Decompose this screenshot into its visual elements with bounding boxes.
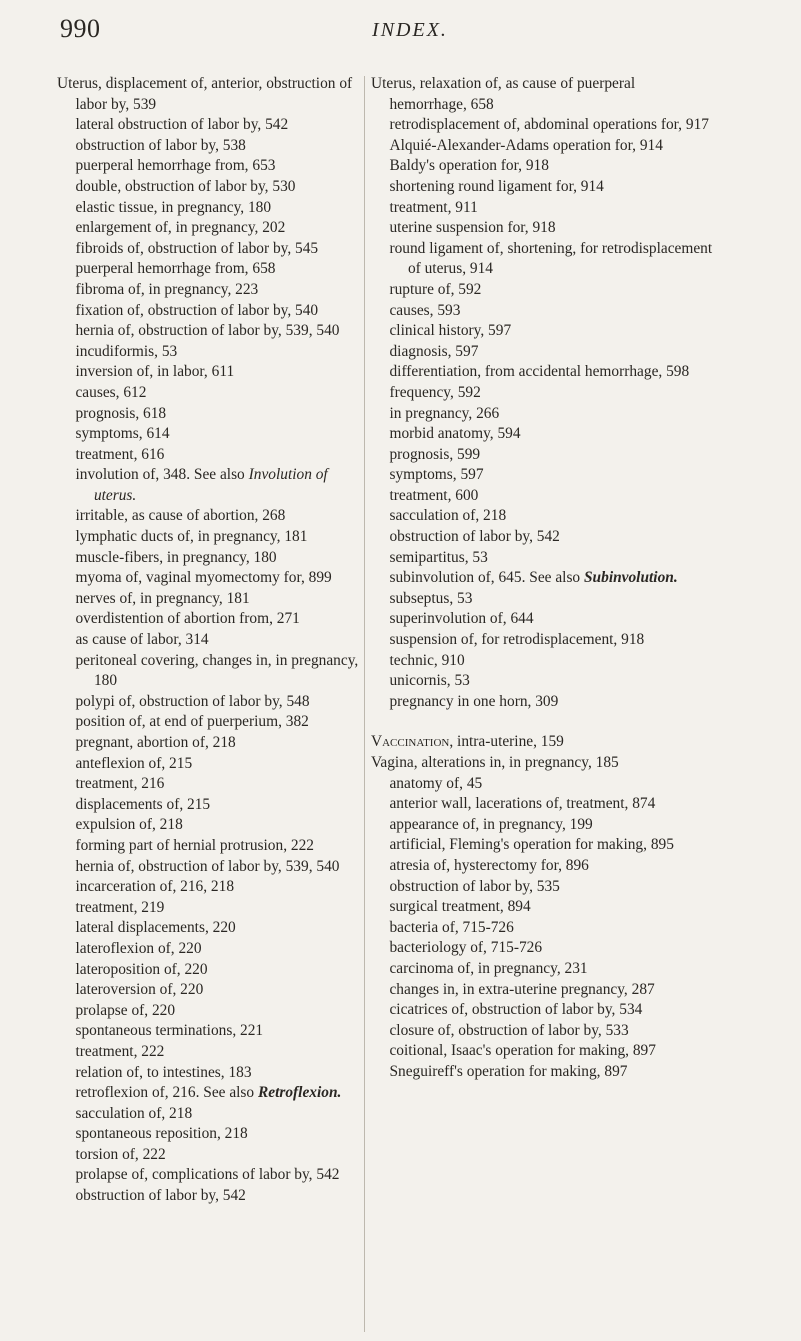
index-subentry: forming part of hernial protrusion, 222	[75, 836, 314, 854]
index-subentry: pregnant, abortion of, 218	[75, 734, 236, 751]
index-subentry: frequency, 592	[389, 383, 481, 401]
entry-text: involution of, 348. See also	[75, 466, 245, 484]
index-subentry: obstruction of labor by, 542	[389, 528, 560, 546]
index-subentry: peritoneal covering, changes in, in pregnancy, 180	[75, 651, 359, 690]
index-subentry: lymphatic ducts of, in pregnancy, 181	[75, 528, 308, 546]
index-subentry: overdistention of abortion from, 271	[75, 610, 300, 628]
index-subentry: causes, 612	[75, 383, 147, 401]
index-subentry: shortening round ligament for, 914	[389, 177, 604, 195]
index-subentry: enlargement of, in pregnancy, 202	[75, 219, 286, 237]
index-subentry: treatment, 600	[389, 486, 479, 504]
index-subentry: causes, 593	[389, 301, 461, 319]
entry-text: , intra-uterine, 159	[449, 733, 564, 751]
index-subentry: obstruction of labor by, 538	[75, 136, 246, 154]
index-subentry: lateral displacements, 220	[75, 919, 236, 937]
index-subentry: pregnancy in one horn, 309	[389, 692, 559, 710]
section-gap	[371, 712, 716, 732]
index-subentry: incarceration of, 216, 218	[75, 878, 235, 896]
index-subentry: round ligament of, shortening, for retrodisplacement of uterus, 914	[389, 239, 713, 278]
index-subentry: hernia of, obstruction of labor by, 539, 540	[75, 322, 340, 340]
index-entry: Uterus, relaxation of, as cause of puerperal hemorrhage, 658	[371, 75, 636, 113]
index-subentry: treatment, 911	[389, 198, 478, 216]
index-subentry: carcinoma of, in pregnancy, 231	[389, 959, 588, 977]
index-subentry: position of, at end of puerperium, 382	[75, 713, 309, 731]
index-subentry: treatment, 222	[75, 1042, 165, 1060]
index-entry: Uterus, displacement of, anterior, obstruction of labor by, 539	[57, 75, 353, 113]
index-subentry: treatment, 616	[75, 445, 165, 463]
index-subentry: superinvolution of, 644	[389, 610, 534, 628]
index-subentry: hernia of, obstruction of labor by, 539, 540	[75, 857, 340, 875]
index-entry	[371, 732, 716, 753]
index-subentry	[389, 568, 716, 589]
index-subentry: obstruction of labor by, 542	[75, 1187, 246, 1205]
index-subentry: puerperal hemorrhage from, 653	[75, 157, 276, 175]
index-subentry: polypi of, obstruction of labor by, 548	[75, 692, 310, 710]
index-subentry: fibroids of, obstruction of labor by, 545	[75, 239, 319, 257]
index-subentry: lateral obstruction of labor by, 542	[75, 116, 289, 134]
entry-text: subinvolution of, 645. See also	[389, 569, 581, 587]
index-subentry: appearance of, in pregnancy, 199	[389, 815, 593, 833]
index-subentry: torsion of, 222	[75, 1145, 166, 1163]
page-header	[60, 14, 760, 44]
index-subentry: expulsion of, 218	[75, 816, 183, 834]
column-divider	[364, 76, 365, 1332]
index-subentry: diagnosis, 597	[389, 342, 479, 360]
index-subentry: inversion of, in labor, 611	[75, 363, 235, 381]
index-subentry: Sneguireff's operation for making, 897	[389, 1062, 628, 1080]
index-subentry: sacculation of, 218	[389, 507, 507, 525]
index-subentry: artificial, Fleming's operation for making, 895	[389, 836, 674, 854]
index-subentry: elastic tissue, in pregnancy, 180	[75, 198, 272, 216]
index-subentry: differentiation, from accidental hemorrhage, 598	[389, 363, 690, 381]
index-subentry: anteflexion of, 215	[75, 754, 193, 772]
index-subentry: displacements of, 215	[75, 795, 211, 813]
index-subentry: myoma of, vaginal myomectomy for, 899	[75, 569, 332, 587]
entry-heading: Vaccination	[371, 733, 450, 751]
index-subentry: suspension of, for retrodisplacement, 918	[389, 631, 645, 649]
index-subentry: irritable, as cause of abortion, 268	[75, 507, 286, 525]
index-subentry: surgical treatment, 894	[389, 898, 531, 916]
index-subentry	[75, 465, 362, 506]
index-subentry: spontaneous terminations, 221	[75, 1022, 264, 1040]
index-entry: Vagina, alterations in, in pregnancy, 185	[371, 754, 619, 771]
index-subentry: bacteria of, 715-726	[389, 918, 514, 936]
index-subentry: relation of, to intestines, 183	[75, 1063, 252, 1081]
index-subentry: subseptus, 53	[389, 589, 473, 607]
index-subentry: symptoms, 614	[75, 425, 170, 443]
index-subentry: anatomy of, 45	[389, 774, 483, 792]
index-subentry	[75, 1083, 362, 1104]
index-subentry: obstruction of labor by, 535	[389, 877, 560, 895]
index-subentry: symptoms, 597	[389, 466, 484, 484]
index-subentry: prognosis, 618	[75, 404, 167, 422]
index-subentry: double, obstruction of labor by, 530	[75, 177, 296, 195]
index-subentry: anterior wall, lacerations of, treatment, 874	[389, 795, 656, 813]
index-subentry: atresia of, hysterectomy for, 896	[389, 856, 589, 874]
index-subentry: fixation of, obstruction of labor by, 540	[75, 301, 319, 319]
index-subentry: technic, 910	[389, 651, 465, 669]
page-number: 990	[60, 14, 101, 43]
index-subentry: muscle-fibers, in pregnancy, 180	[75, 548, 277, 566]
entry-text: retroflexion of, 216. See also	[75, 1084, 255, 1102]
running-head: INDEX.	[372, 19, 448, 41]
index-subentry: lateroversion of, 220	[75, 981, 204, 999]
index-subentry: closure of, obstruction of labor by, 533	[389, 1021, 629, 1039]
index-subentry: unicornis, 53	[389, 672, 470, 690]
index-subentry: fibroma of, in pregnancy, 223	[75, 280, 259, 298]
cross-reference-link: Involution of uterus.	[93, 466, 328, 504]
index-column-right	[371, 74, 716, 1083]
index-subentry: bacteriology of, 715-726	[389, 939, 543, 957]
index-subentry: semipartitus, 53	[389, 548, 488, 566]
index-subentry: uterine suspension for, 918	[389, 219, 556, 237]
index-subentry: prolapse of, complications of labor by, 542	[75, 1166, 340, 1184]
index-subentry: morbid anatomy, 594	[389, 425, 521, 443]
index-subentry: rupture of, 592	[389, 280, 482, 298]
index-subentry: changes in, in extra-uterine pregnancy, 287	[389, 980, 655, 998]
index-subentry: puerperal hemorrhage from, 658	[75, 260, 276, 278]
index-subentry: lateroposition of, 220	[75, 960, 208, 978]
index-subentry: in pregnancy, 266	[389, 404, 500, 422]
index-subentry: prognosis, 599	[389, 445, 481, 463]
index-subentry: treatment, 216	[75, 775, 165, 793]
index-subentry: coitional, Isaac's operation for making, 897	[389, 1042, 656, 1060]
index-subentry: incudiformis, 53	[75, 342, 178, 360]
index-subentry: retrodisplacement of, abdominal operations for, 917	[389, 116, 709, 134]
index-subentry: cicatrices of, obstruction of labor by, 534	[389, 1001, 643, 1019]
index-subentry: clinical history, 597	[389, 322, 512, 340]
index-subentry: prolapse of, 220	[75, 1001, 176, 1019]
index-subentry: nerves of, in pregnancy, 181	[75, 589, 250, 607]
index-subentry: lateroflexion of, 220	[75, 939, 202, 957]
index-subentry: Alquié-Alexander-Adams operation for, 914	[389, 136, 663, 154]
index-subentry: as cause of labor, 314	[75, 631, 209, 649]
index-subentry: sacculation of, 218	[75, 1104, 193, 1122]
index-subentry: treatment, 219	[75, 898, 165, 916]
cross-reference-link: Retroflexion.	[257, 1084, 342, 1102]
index-subentry: spontaneous reposition, 218	[75, 1125, 248, 1143]
index-column-left	[57, 74, 362, 1207]
index-subentry: Baldy's operation for, 918	[389, 157, 549, 175]
cross-reference-link: Subinvolution.	[584, 569, 678, 587]
